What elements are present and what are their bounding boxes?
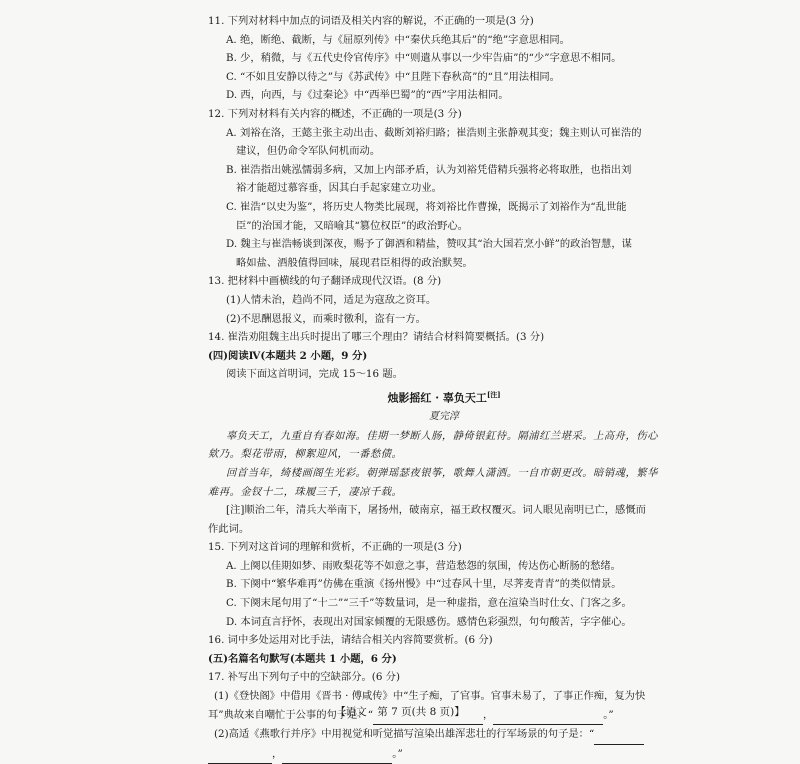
q12-stem: 12. 下列对材料有关内容的概述，不正确的一项是(3 分) — [208, 107, 462, 120]
poem-line: 难再。金钗十二，珠履三千，凄凉千载。 — [208, 485, 403, 498]
q12-option-a-cont: 建议，但仍命令军队伺机而动。 — [236, 145, 381, 158]
poem-note-mark: [注] — [486, 389, 501, 399]
q12-option-c: C. 崔浩“以史为鉴”，将历史人物类比展现，将刘裕比作曹操，既揭示了刘裕作为“乱世能 — [226, 200, 627, 213]
q11-option-b: B. 少，稍微，与《五代史伶官传序》中“则遣从事以一少牢告庙”的“少”字意思不相同。 — [226, 52, 622, 65]
q13-sentence-1: (1)人情未治，趋尚不同，适足为寇敌之资耳。 — [226, 293, 437, 306]
q13-stem: 13. 把材料中画横线的句子翻译成现代汉语。(8 分) — [208, 275, 442, 288]
q15-option-d: D. 本词直言抒怀，表现出对国家倾覆的无限感伤。感情色彩强烈，句句酸苦，字字催心。 — [226, 615, 632, 628]
section4-intro: 阅读下面这首明词，完成 15～16 题。 — [226, 368, 403, 381]
poem-author: 夏完淳 — [429, 411, 459, 423]
q15-option-a: A. 上阕以佳期如梦、雨败梨花等不如意之事，营造愁怨的氛围，传达伤心断肠的愁绪。 — [226, 559, 621, 572]
q15-option-b: B. 下阕中“繁华难再”仿佛在重演《扬州慢》中“过春风十里，尽荠麦青青”的类似情景。 — [226, 578, 622, 591]
q12-option-c-cont: 臣”的治国才能，又暗喻其“篡位权臣”的政治野心。 — [236, 219, 469, 232]
poem-line: 回首当年，绮楼画阁生光彩。朝弹瑶瑟夜银筝，歌舞人潇洒。一自市朝更改。暗销魂，繁华 — [226, 466, 658, 479]
exam-content — [208, 12, 680, 764]
q17-item-2-cont: ， 。” — [208, 745, 680, 764]
section5-header: (五)名篇名句默写(本题共 1 小题，6 分) — [208, 652, 397, 665]
q17-item-1-cont: 耳”典故来自嘲忙于公事的句子是：“ ， 。” — [208, 706, 680, 726]
q11-option-c: C. “不如且安静以待之”与《苏武传》中“且陛下春秋高”的“且”用法相同。 — [226, 70, 560, 83]
q11-option-a: A. 绝，断绝、截断，与《屈原列传》中“秦伏兵绝其后”的“绝”字意思相同。 — [226, 33, 570, 46]
answer-blank[interactable] — [594, 725, 644, 745]
poem-line: 欸乃。梨花带雨，柳絮迎风，一番愁债。 — [208, 448, 403, 461]
q13-sentence-2: (2)不思酬恩报义，而乘时徼利，盗有一方。 — [226, 312, 426, 325]
q12-option-d-cont: 略如盐、酒般值得回味，展现君臣相得的政治默契。 — [236, 256, 473, 269]
q17-item-2: (2)高适《燕歌行并序》中用视觉和听觉描写渲染出雄浑悲壮的行军场景的句子是：“ — [208, 725, 680, 745]
q16-stem: 16. 词中多处运用对比手法，请结合相关内容简要赏析。(6 分) — [208, 634, 493, 647]
poem-line: 辜负天工，九重自有春如海。佳期一梦断人肠，静倚银釭待。隔浦红兰堪采。上高舟，伤心 — [226, 429, 658, 442]
answer-blank[interactable] — [208, 745, 272, 764]
q15-stem: 15. 下列对这首词的理解和赏析，不正确的一项是(3 分) — [208, 541, 462, 554]
q17-item-1: (1)《登快阁》中借用《晋书 · 傅咸传》中“生子痴，了官事。官事未易了，了事正作痴，复为快 — [214, 690, 646, 703]
q12-option-b-cont: 裕才能超过慕容垂，因其白手起家建立功业。 — [236, 182, 442, 195]
q11-option-d: D. 西，向西，与《过秦论》中“西举巴蜀”的“西”字用法相同。 — [226, 89, 509, 102]
q12-option-a: A. 刘裕在洛，王懿主张主动出击、截断刘裕归路；崔浩则主张静观其变；魏主则认可崔浩的 — [226, 126, 642, 139]
poem-note: [注]顺治二年，清兵大举南下，屠扬州，破南京，福王政权覆灭。词人眼见南明已亡，感慨而 — [226, 504, 646, 517]
poem-note-cont: 作此词。 — [208, 522, 250, 535]
q15-option-c: C. 下阕末尾句用了“十二”“三千”等数量词，是一种虚指，意在渲染当时仕女、门客之多。 — [226, 597, 632, 610]
q11-stem: 11. 下列对材料中加点的词语及相关内容的解说，不正确的一项是(3 分) — [208, 15, 534, 27]
section4-header: (四)阅读Ⅳ(本题共 2 小题，9 分) — [208, 349, 368, 362]
q12-option-d: D. 魏主与崔浩畅谈到深夜，赐予了御酒和精盐，赞叹其“治大国若烹小鲜”的政治智慧，谋 — [226, 238, 632, 251]
q17-stem: 17. 补写出下列句子中的空缺部分。(6 分) — [208, 671, 400, 684]
q14-stem: 14. 崔浩劝阻魏主出兵时提出了哪三个理由？请结合材料简要概括。(3 分) — [208, 331, 545, 344]
poem-title: 烛影摇红 · 辜负天工[注] — [387, 389, 501, 405]
answer-blank[interactable] — [282, 745, 392, 764]
q12-option-b: B. 崔浩指出姚泓懦弱多病，又加上内部矛盾，认为刘裕凭借精兵强将必将取胜，也指出刘 — [226, 163, 632, 176]
page-footer: 【语文 第 7 页(共 8 页)】 — [335, 706, 465, 718]
